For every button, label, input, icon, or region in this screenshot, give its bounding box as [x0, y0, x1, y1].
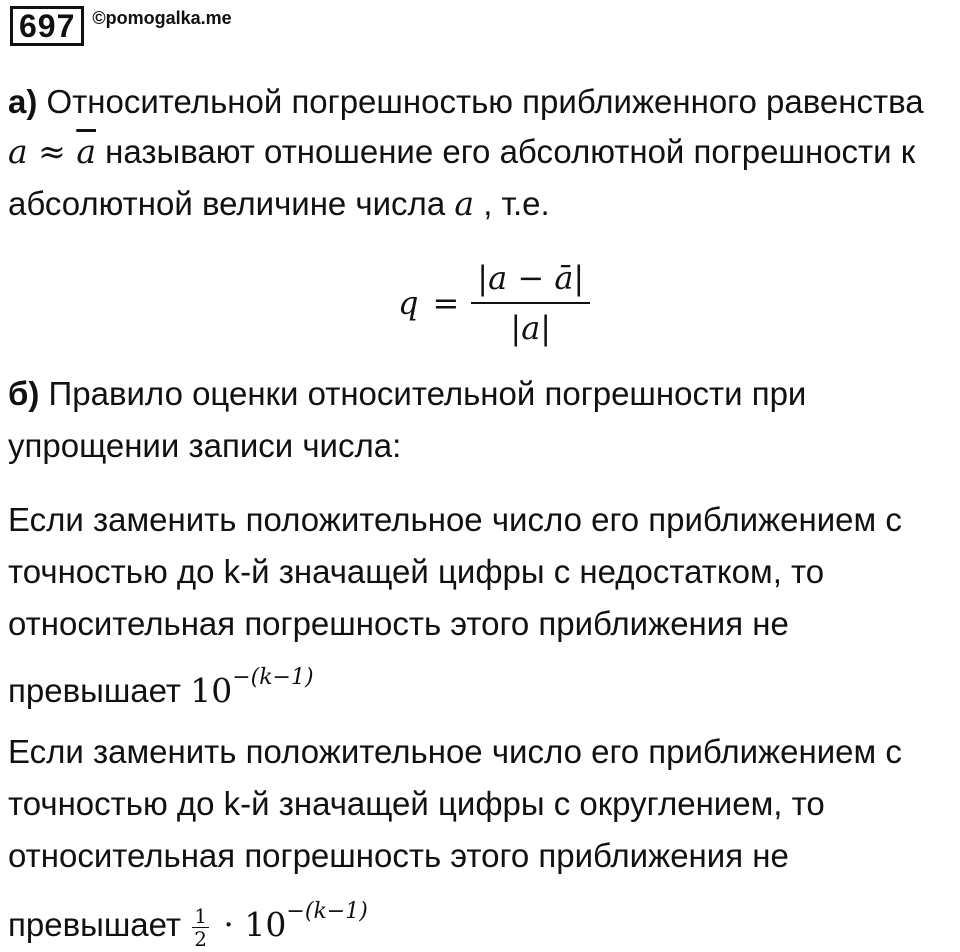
- math-a: a: [8, 132, 28, 171]
- part-a-text-2: называют отношение его абсолютной погрешности к: [96, 133, 916, 170]
- math-a-2: a: [454, 184, 475, 223]
- power-exponent: −(k−1): [232, 665, 314, 690]
- para2-line-3: относительная погрешность этого приближения не: [8, 837, 789, 874]
- header: [10, 6, 232, 46]
- formula-denominator: |a|: [510, 309, 552, 347]
- formula-fraction: [471, 258, 590, 348]
- relative-error-formula: [398, 258, 590, 348]
- para2-line-2: точностью до k-й значащей цифры с округлением, то: [8, 785, 825, 822]
- math-approx: ≈: [27, 132, 77, 171]
- para2-text-4: превышает: [8, 906, 191, 943]
- source-watermark: ©pomogalka.me: [92, 8, 232, 28]
- power-base: 10: [190, 671, 233, 710]
- problem-number: 697: [10, 6, 84, 46]
- part-b-text-1: Правило оценки относительной погрешности при: [48, 375, 807, 412]
- para1-line-1: Если заменить положительное число его приближением с: [8, 501, 902, 538]
- part-a-line-1: [8, 82, 924, 122]
- part-a-text-1: Относительной погрешностью приближенного равенства: [46, 83, 924, 120]
- part-b-label: б): [8, 375, 40, 412]
- para1-line-2: точностью до k-й значащей цифры с недостатком, то: [8, 553, 825, 590]
- part-b-line-2: [8, 426, 401, 466]
- half-numerator: 1: [194, 903, 207, 928]
- formula-numerator: |a − ā|: [471, 258, 590, 304]
- part-a-line-3: [8, 184, 550, 224]
- power-base-2: 10: [244, 905, 287, 944]
- part-a-text-3-end: , т.е.: [474, 185, 550, 222]
- multiply-dot: ·: [212, 905, 245, 944]
- half-denominator: 2: [194, 926, 207, 951]
- para2-line-4: [8, 892, 368, 950]
- part-b-text-2: упрощении записи числа:: [8, 427, 402, 464]
- math-a-bar: $\overline{a}$: [76, 132, 97, 171]
- part-b-line-1: [8, 374, 806, 414]
- part-a-label: а): [8, 83, 38, 120]
- formula-lhs: q: [398, 284, 419, 322]
- para2-line-1: Если заменить положительное число его приближением с: [8, 733, 902, 770]
- formula-eq: =: [432, 284, 460, 322]
- half-fraction: [192, 905, 209, 950]
- para1-line-4: [8, 658, 314, 711]
- para1-line-3: относительная погрешность этого приближения не: [8, 605, 789, 642]
- part-a-line-2: [8, 132, 915, 172]
- para1-text-4: превышает: [8, 672, 191, 709]
- part-a-text-3: абсолютной величине числа: [8, 185, 455, 222]
- power-exponent-2: −(k−1): [286, 899, 368, 924]
